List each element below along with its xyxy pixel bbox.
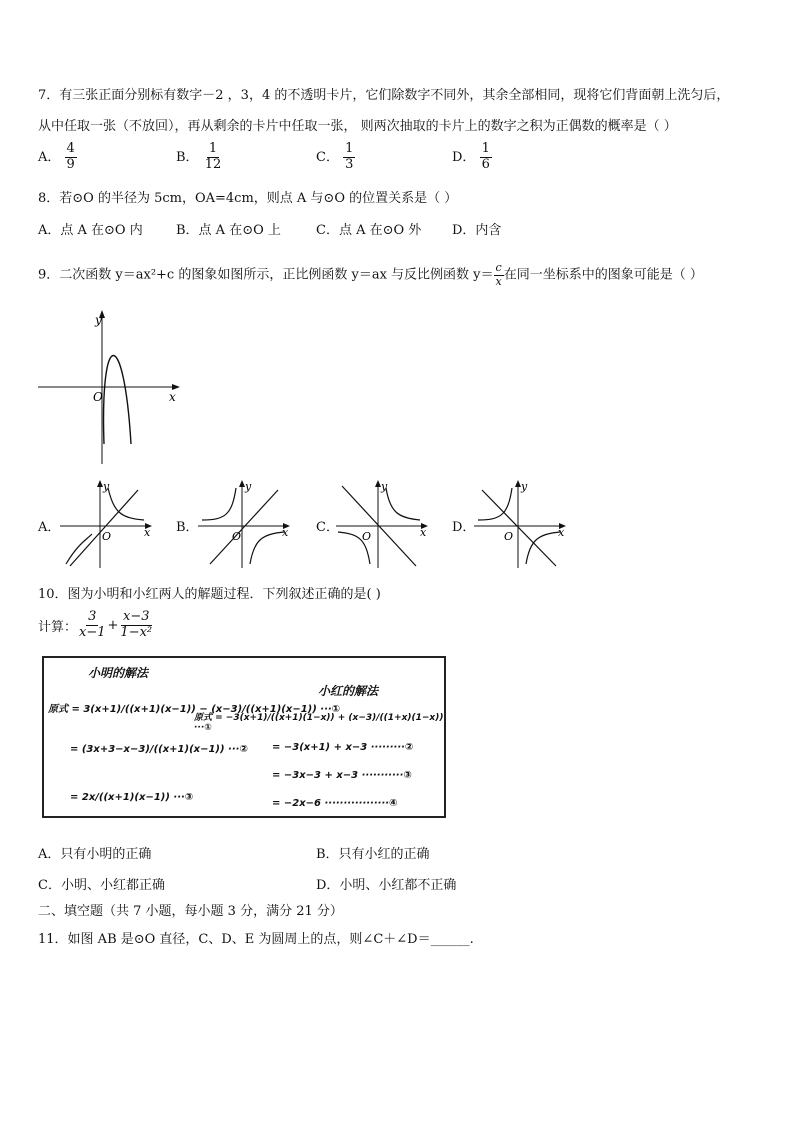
q7-option-d: D． $\frac{1}{6}$ [452,141,490,172]
svg-text:x: x [558,526,565,539]
svg-text:y: y [381,480,388,493]
q10-option-c: C．小明、小红都正确 [38,878,165,893]
q9-option-b-graph [196,478,294,570]
svg-text:O: O [232,530,242,543]
section-heading: 二、填空题（共 7 小题，每小题 3 分，满分 21 分） [38,904,343,919]
q8-stem: 8．若⊙O 的半径为 5cm，OA=4cm，则点 A 与⊙O 的位置关系是（ ） [38,191,458,206]
svg-text:y: y [521,480,528,493]
fraction: $\frac{1}{3}$ [345,141,354,172]
svg-text:x: x [282,526,289,539]
q7-option-c: C． $\frac{1}{3}$ [316,141,354,172]
q8-option-c: C．点 A 在⊙O 外 [316,223,422,238]
svg-text:O: O [102,530,112,543]
fraction: $\frac{x-3}{\text{1−x²}}$ [120,609,153,640]
q9-option-a-label: A． [38,520,61,535]
q10-expression: 计算： $\frac{3}{x-1}$ + $\frac{x-3}{\text{1−x²}}$ [38,609,153,640]
fraction: $\frac{3}{x-1}$ [79,609,106,640]
svg-text:x: x [420,526,427,539]
xiaohong-step-1: 原式 = −3(x+1)/((x+1)(1−x)) + (x−3)/((1+x)(1−x)) ···① [194,713,444,733]
q10-option-d: D．小明、小红都不正确 [316,878,457,893]
xiaohong-step-4: = −2x−6 ·················④ [272,798,398,809]
svg-text:O: O [93,390,103,404]
q8-option-b: B．点 A 在⊙O 上 [176,223,281,238]
q9-option-b-label: B． [176,520,199,535]
q8-option-a: A．点 A 在⊙O 内 [38,223,143,238]
svg-text:x: x [169,390,176,404]
q11-stem: 11．如图 AB 是⊙O 直径，C、D、E 为圆周上的点，则∠C＋∠D＝______. [38,932,474,947]
q7-option-a: A． $\frac{4}{9}$ [38,141,75,172]
q9-option-c-graph [334,478,432,570]
q9-option-d-graph [472,478,570,570]
q7-line1: 7．有三张正面分别标有数字－2 ，3，4 的不透明卡片，它们除数字不同外，其余全部相同，现将它们背面朝上洗匀后， [38,88,730,103]
q10-option-a: A．只有小明的正确 [38,847,152,862]
q9-stem: 9．二次函数 y＝ax²+c 的图象如图所示，正比例函数 y＝ax 与反比例函数 y＝ $\frac{c}{x}$ 在同一坐标系中的图象可能是（ ） [38,261,703,288]
fraction: $\frac{4}{9}$ [66,141,75,172]
xiaoming-step-3: = 2x/((x+1)(x−1)) ···③ [70,792,194,803]
svg-text:x: x [144,526,151,539]
svg-text:y: y [95,313,102,327]
xiaoming-title: 小明的解法 [88,666,149,680]
xiaohong-title: 小红的解法 [318,684,379,698]
q10-option-b: B．只有小红的正确 [316,847,430,862]
q7-line2: 从中任取一张（不放回），再从剩余的卡片中任取一张， 则两次抽取的卡片上的数字之积为正偶数的概率是（ ） [38,119,677,134]
fraction: $\frac{1}{6}$ [481,141,490,172]
svg-text:O: O [504,530,514,543]
xiaoming-step-1: 原式 = 3(x+1)/((x+1)(x−1)) − (x−3)/((x+1)(x−1)) ···① [48,704,341,715]
fraction: $\frac{1}{12}$ [204,141,222,172]
q8-option-d: D．内含 [452,223,502,238]
xiaohong-step-2: = −3(x+1) + x−3 ·········② [272,742,414,753]
svg-text:O: O [362,530,372,543]
svg-text:y: y [245,480,252,493]
xiaohong-step-3: = −3x−3 + x−3 ···········③ [272,770,412,781]
xiaoming-step-2: = (3x+3−x−3)/((x+1)(x−1)) ···② [70,744,248,755]
q9-parabola-graph [36,306,186,466]
q9-option-c-label: C． [316,520,339,535]
q7-option-b: B． $\frac{1}{12}$ [176,141,222,172]
q9-option-d-label: D． [452,520,476,535]
q9-option-a-graph [58,478,156,570]
svg-text:y: y [103,480,110,493]
fraction: $\frac{c}{x}$ [495,261,502,288]
q10-stem: 10．图为小明和小红两人的解题过程．下列叙述正确的是( ) [38,587,381,602]
solutions-image [42,656,446,818]
